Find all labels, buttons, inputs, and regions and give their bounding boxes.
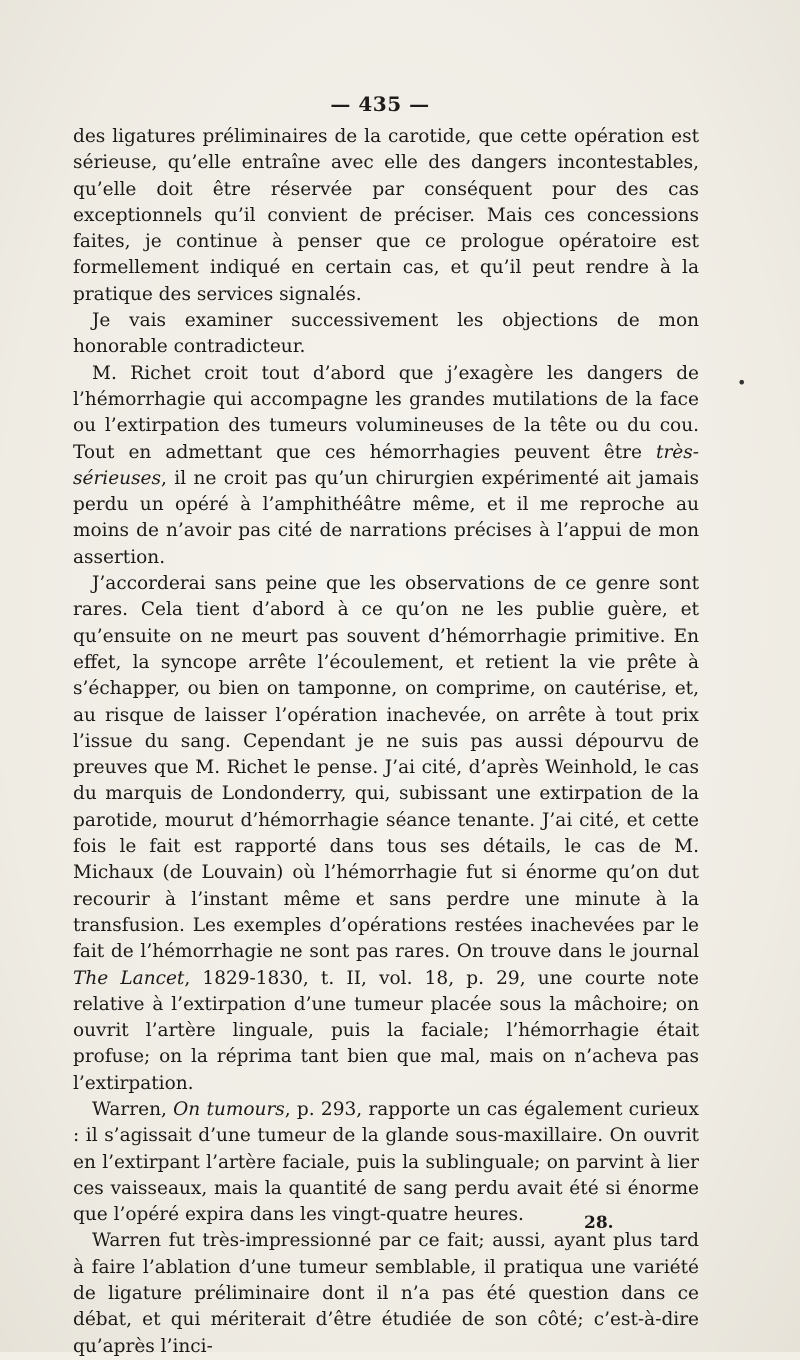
text-run: Warren, bbox=[92, 1098, 174, 1120]
signature-mark: 28. bbox=[584, 1213, 614, 1233]
body-text bbox=[73, 124, 699, 1360]
paragraph bbox=[73, 1097, 699, 1228]
paragraph bbox=[73, 361, 699, 571]
paragraph bbox=[73, 308, 699, 361]
paragraph bbox=[73, 1228, 699, 1359]
text-run: , p. 293, rapporte un cas également curieux : il s’agissait d’une tumeur de la glande sous-maxillaire. On ouvrit en l’extirpant l’artère faciale, puis la sublinguale; on parvint à lier ces vaisseaux, mais la quantité de sang perdu avait été si énorme que l’opéré expira dans les vingt-quatre heures. bbox=[73, 1098, 699, 1226]
text-run: Je vais examiner successivement les objections de mon honorable contradicteur. bbox=[73, 310, 699, 358]
text-run: J’accorderai sans peine que les observations de ce genre sont rares. Cela tient d’abord à ce qu’on ne les publie guère, et qu’ensuite on ne meurt pas souvent d’hémorrhagie primitive. En effet, la syncope arrête l’écoulement, et retient la vie prête à s’échapper, ou bien on tamponne, on comprime, on cautérise, et, au risque de laisser l’opération inachevée, on arrête à tout prix l’issue du sang. Cependant je ne suis pas aussi dépourvu de preuves que M. Richet le pense. J’ai cité, d’après Weinhold, le cas du marquis de Londonderry, qui, subissant une extirpation de la parotide, mourut d’hémorrhagie séance tenante. J’ai cité, et cette fois le fait est rapporté dans tous ses détails, le cas de M. Michaux (de Louvain) où l’hémorrhagie fut si énorme qu’on dut recourir à l’instant même et sans perdre une minute à la transfusion. Les exemples d’opérations restées inachevées par le fait de l’hémorrhagie ne sont pas rares. On trouve dans le journal bbox=[73, 573, 699, 963]
paragraph bbox=[73, 124, 699, 308]
text-run: Warren fut très-impressionné par ce fait; aussi, ayant plus tard à faire l’ablation d’une tumeur semblable, il pratiqua une variété de ligature préliminaire dont il n’a pas été question dans ce débat, et qui mériterait d’être étudiée de son côté; c’est-à-dire qu’après l’inci- bbox=[73, 1230, 699, 1357]
margin-dot: • bbox=[737, 373, 747, 392]
italic-text: On tumours bbox=[173, 1098, 285, 1120]
paragraph bbox=[73, 571, 699, 1097]
page-number: — 435 — bbox=[330, 92, 430, 116]
italic-text: très-sérieuses bbox=[73, 441, 699, 489]
text-run: M. Richet croit tout d’abord que j’exagère les dangers de l’hémorrhagie qui accompagne les grandes mutilations de la face ou l’extirpation des tumeurs volumineuses de la tête ou du cou. Tout en admettant que ces hémorrhagies peuvent être bbox=[73, 362, 699, 463]
text-run: , 1829-1830, t. II, vol. 18, p. 29, une courte note relative à l’extirpation d’une tumeur placée sous la mâchoire; on ouvrit l’artère linguale, puis la faciale; l’hémorrhagie était profuse; on la réprima tant bien que mal, mais on n’acheva pas l’extirpation. bbox=[73, 967, 699, 1094]
italic-text: The Lancet bbox=[73, 967, 185, 989]
text-run: , il ne croit pas qu’un chirurgien expérimenté ait jamais perdu un opéré à l’amphithéâtre même, et il me reproche au moins de n’avoir pas cité de narrations précises à l’appui de mon assertion. bbox=[73, 467, 699, 568]
text-run: des ligatures préliminaires de la carotide, que cette opération est sérieuse, qu’elle entraîne avec elle des dangers incontestables, qu’elle doit être réservée par conséquent pour des cas exceptionnels qu’il convient de préciser. Mais ces concessions faites, je continue à penser que ce prologue opératoire est formellement indiqué en certain cas, et qu’il peut rendre à la pratique des services signalés. bbox=[73, 126, 699, 305]
